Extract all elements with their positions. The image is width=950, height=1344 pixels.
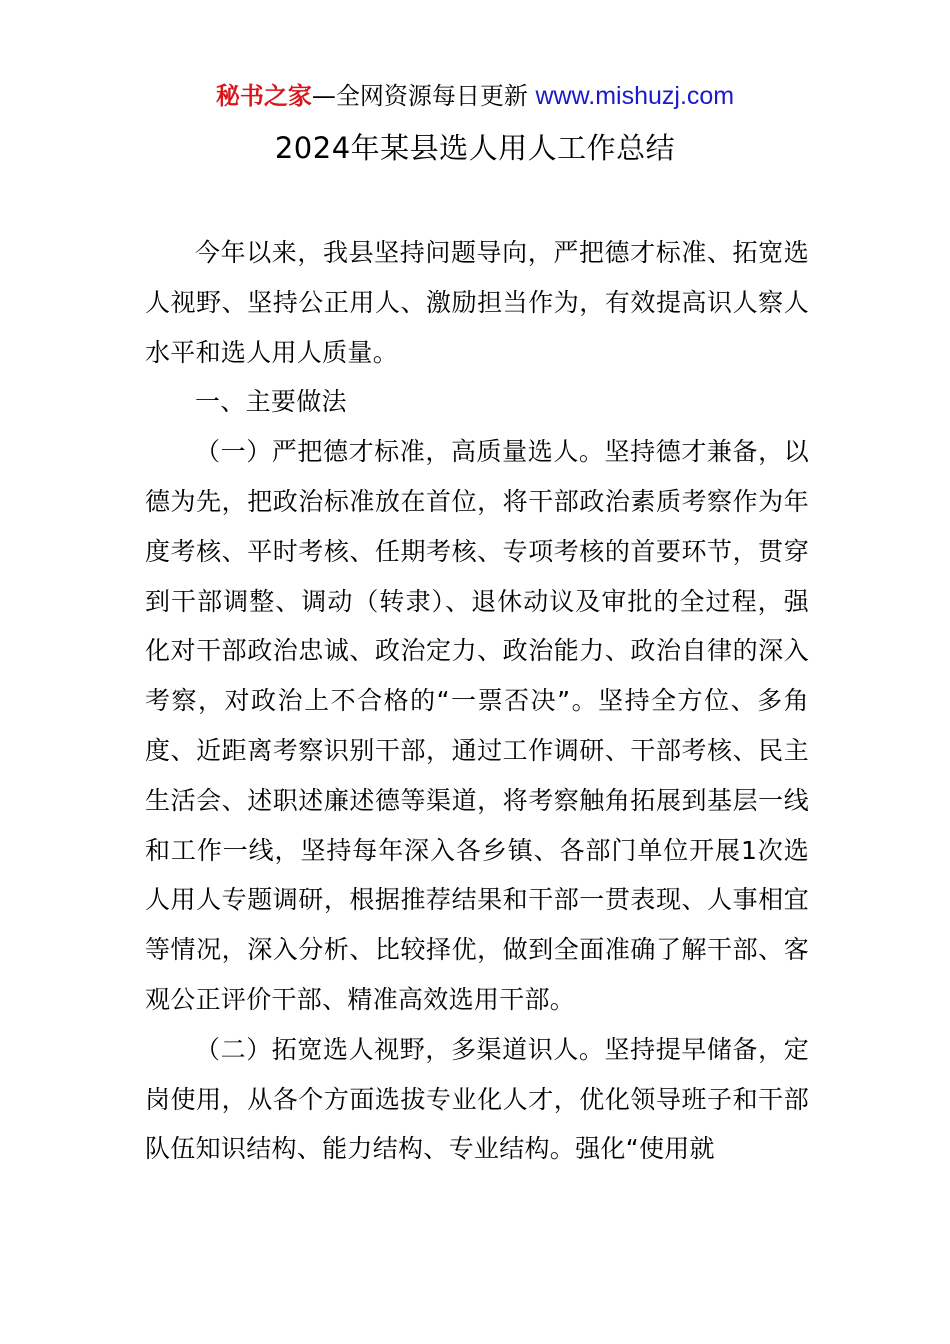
site-url-link[interactable]: www.mishuzj.com xyxy=(535,82,735,110)
document-body xyxy=(145,228,809,1174)
document-title: 2024年某县选人用人工作总结 xyxy=(274,131,676,165)
site-tagline: —全网资源每日更新 xyxy=(311,82,536,110)
site-header xyxy=(0,80,950,112)
body-paragraph: （二）拓宽选人视野，多渠道识人。坚持提早储备，定岗使用，从各个方面选拔专业化人才，优化领导班子和干部队伍知识结构、能力结构、专业结构。强化“使用就 xyxy=(145,1034,809,1164)
body-paragraph: （一）严把德才标准，高质量选人。坚持德才兼备，以德为先，把政治标准放在首位，将干部政治素质考察作为年度考核、平时考核、任期考核、专项考核的首要环节，贯穿到干部调整、调动（转隶）、退休动议及审批的全过程，强化对干部政治忠诚、政治定力、政治能力、政治自律的深入考察，对政治上不合格的“一票否决”。坚持全方位、多角度、近距离考察识别干部，通过工作调研、干部考核、民主生活会、述职述廉述德等渠道，将考察触角拓展到基层一线和工作一线，坚持每年深入各乡镇、各部门单位开展1次选人用人专题调研，根据推荐结果和干部一贯表现、人事相宜等情况，深入分析、比较择优，做到全面准确了解干部、客观公正评价干部、精准高效选用干部。 xyxy=(145,437,809,1014)
site-brand: 秘书之家 xyxy=(215,82,312,110)
section-heading: 一、主要做法 xyxy=(195,387,347,417)
intro-paragraph: 今年以来，我县坚持问题导向，严把德才标准、拓宽选人视野、坚持公正用人、激励担当作为，有效提高识人察人水平和选人用人质量。 xyxy=(145,238,809,367)
